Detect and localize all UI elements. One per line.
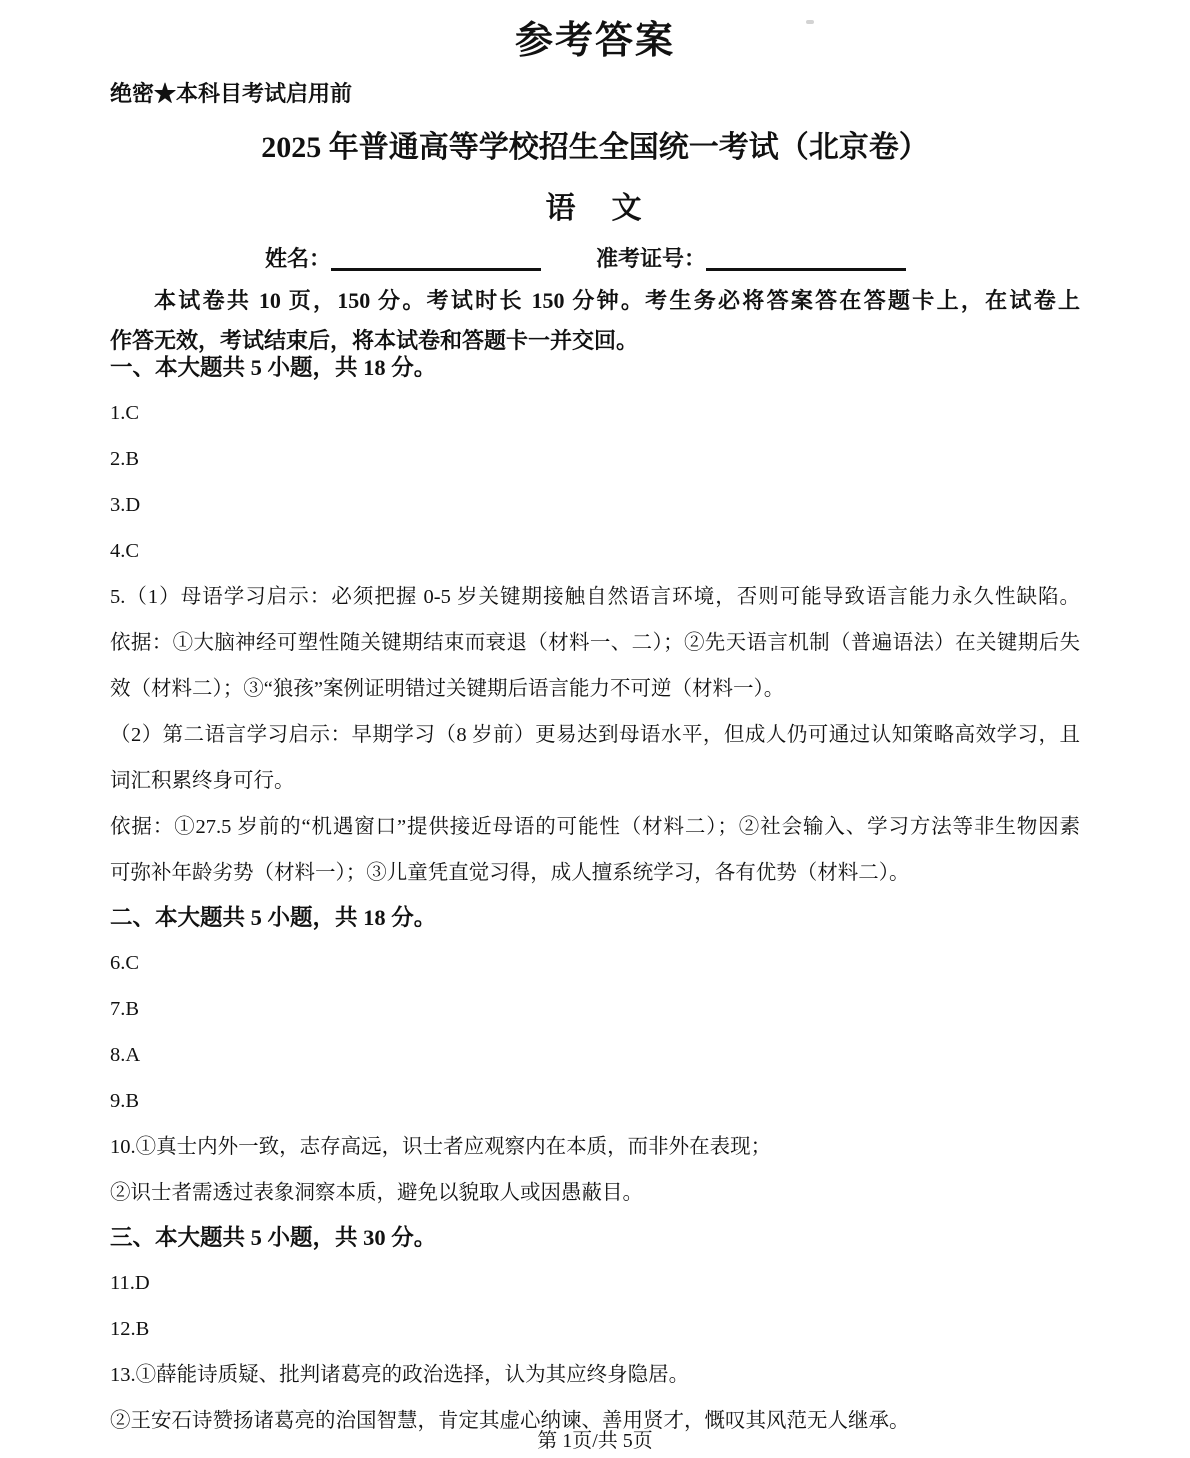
document-title: 参考答案 <box>514 20 675 62</box>
answer-line-12: 12.B <box>110 1318 150 1340</box>
admission-number-blank-line <box>706 248 906 271</box>
answer-line-13-b: ②王安石诗赞扬诸葛亮的治国智慧，肯定其虚心纳谏、善用贤才，慨叹其风范无人继承。 <box>110 1410 910 1432</box>
name-field-row <box>110 246 1080 272</box>
name-blank-line <box>331 248 541 271</box>
answer-line-5-basis1-b: 效（材料二）；③“狼孩”案例证明错过关键期后语言能力不可逆（材料一）。 <box>110 678 785 700</box>
name-label: 姓名： <box>265 246 332 271</box>
instructions-line-2: 作答无效，考试结束后，将本试卷和答题卡一并交回。 <box>110 328 639 353</box>
answer-line-10-b: ②识士者需透过表象洞察本质，避免以貌取人或因愚蔽目。 <box>110 1182 643 1204</box>
answer-line-1: 1.C <box>110 402 140 424</box>
answer-line-8: 8.A <box>110 1044 141 1066</box>
instructions-line-1: 本试卷共 10 页，150 分。考试时长 150 分钟。考生务必将答案答在答题卡上，在试卷上 <box>154 288 1080 313</box>
answer-line-5-part1: 5.（1）母语学习启示：必须把握 0-5 岁关键期接触自然语言环境，否则可能导致语言能力永久性缺陷。 <box>110 586 1080 608</box>
answers-content <box>110 346 1080 1444</box>
section-two-heading: 二、本大题共 5 小题，共 18 分。 <box>110 905 437 930</box>
subject-title: 语 文 <box>545 192 645 225</box>
scan-artifact-mark <box>806 20 814 24</box>
section-three-heading: 三、本大题共 5 小题，共 30 分。 <box>110 1225 437 1250</box>
answer-line-13-a: 13.①薛能诗质疑、批判诸葛亮的政治选择，认为其应终身隐居。 <box>110 1364 690 1386</box>
answer-line-5-basis1-a: 依据：①大脑神经可塑性随关键期结束而衰退（材料一、二）；②先天语言机制（普遍语法）在关键期后失 <box>110 632 1080 654</box>
page-footer: 第 1页/共 5页 <box>537 1430 653 1452</box>
answer-line-5-part2-b: 词汇积累终身可行。 <box>110 770 295 792</box>
answer-line-11: 11.D <box>110 1272 150 1294</box>
answer-line-10-a: 10.①真士内外一致，志存高远，识士者应观察内在本质，而非外在表现； <box>110 1136 772 1158</box>
exam-title: 2025 年普通高等学校招生全国统一考试（北京卷） <box>261 131 929 164</box>
answer-line-6: 6.C <box>110 952 140 974</box>
answer-line-3: 3.D <box>110 494 141 516</box>
answer-line-5-part2-a: （2）第二语言学习启示：早期学习（8 岁前）更易达到母语水平，但成人仍可通过认知策略高效学习，且 <box>110 724 1080 746</box>
section-one-heading: 一、本大题共 5 小题，共 18 分。 <box>110 355 437 380</box>
answer-line-7: 7.B <box>110 998 140 1020</box>
answer-line-4: 4.C <box>110 540 140 562</box>
answer-line-9: 9.B <box>110 1090 140 1112</box>
answer-line-5-basis2-b: 可弥补年龄劣势（材料一）；③儿童凭直觉习得，成人擅系统学习，各有优势（材料二）。 <box>110 862 910 884</box>
answer-line-5-basis2-a: 依据：①27.5 岁前的“机遇窗口”提供接近母语的可能性（材料二）；②社会输入、学习方法等非生物因素 <box>110 816 1080 838</box>
answer-line-2: 2.B <box>110 448 140 470</box>
secrecy-notice: 绝密★本科目考试启用前 <box>110 81 353 106</box>
admission-number-label: 准考证号： <box>596 246 707 271</box>
